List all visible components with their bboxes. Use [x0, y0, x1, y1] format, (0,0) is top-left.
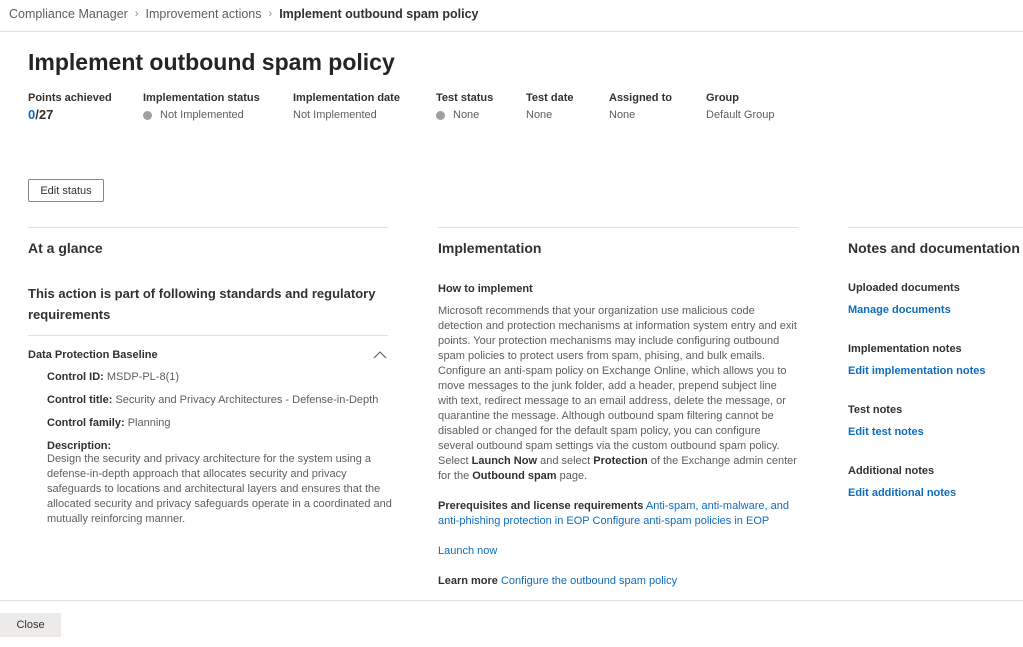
- points-label: Points achieved: [28, 92, 112, 104]
- notes-heading: Notes and documentation: [848, 240, 1020, 256]
- glance-divider: [28, 227, 388, 228]
- test-status-label: Test status: [436, 92, 494, 104]
- impl-status-value: Not Implemented: [160, 109, 244, 121]
- prereq-label: Prerequisites and license requirements: [438, 500, 644, 512]
- baseline-title: Data Protection Baseline: [28, 349, 158, 361]
- control-title: Control title: Security and Privacy Architectures - Defense-in-Depth: [47, 394, 379, 406]
- glance-heading: At a glance: [28, 240, 103, 256]
- status-dot-icon: [143, 111, 152, 120]
- impl-date-label: Implementation date: [293, 92, 400, 104]
- prereq-link-eop-protection[interactable]: Anti-spam, anti-malware, and anti-phishing protection in EOP: [438, 500, 789, 527]
- learn-more: [438, 575, 677, 587]
- prereq-link-anti-spam-policies[interactable]: Configure anti-spam policies in EOP: [592, 515, 770, 527]
- test-status-value: None: [453, 109, 480, 121]
- points-total-value: /27: [35, 107, 54, 122]
- points-achieved: [28, 92, 112, 122]
- points-achieved-value: 0: [28, 107, 36, 122]
- group-value: Default Group: [706, 109, 775, 121]
- chevron-right-icon: ›: [268, 8, 273, 20]
- test-date: [526, 92, 573, 121]
- standards-divider: [28, 335, 388, 336]
- test-date-label: Test date: [526, 92, 574, 104]
- chevron-up-icon[interactable]: [372, 349, 388, 361]
- test-date-value: None: [526, 109, 553, 121]
- additional-notes-label: Additional notes: [848, 465, 935, 477]
- close-button[interactable]: Close: [0, 613, 61, 637]
- implementation-divider: [438, 227, 798, 228]
- test-notes-label: Test notes: [848, 404, 903, 416]
- page-title: Implement outbound spam policy: [28, 49, 395, 75]
- notes-divider: [848, 227, 1023, 228]
- breadcrumb: [9, 6, 479, 22]
- assigned-label: Assigned to: [609, 92, 672, 104]
- assigned-to: [609, 92, 672, 121]
- learn-more-link[interactable]: Configure the outbound spam policy: [500, 575, 678, 587]
- status-summary: [0, 92, 1023, 126]
- edit-test-notes-link[interactable]: Edit test notes: [848, 426, 924, 438]
- manage-documents-link[interactable]: Manage documents: [848, 304, 951, 316]
- header-divider: [0, 31, 1023, 32]
- breadcrumb-compliance-manager[interactable]: Compliance Manager: [9, 7, 128, 21]
- control-details: [47, 370, 392, 527]
- description-text: Design the security and privacy architecture for the system using a defense-in-depth approach that allocates security and privacy safeguards to locations and architectural layers and ensures that the allocated security and privacy safeguards operate in a coordinated and mutually reinforcing manner.: [47, 453, 392, 525]
- how-to-implement-label: How to implement: [438, 283, 533, 295]
- launch-now-link[interactable]: Launch now: [438, 545, 498, 557]
- implementation-text: Microsoft recommends that your organization use malicious code detection and protection mechanisms at information system entry and exit points. Your protection mechanisms may include configuring outbound spam policies to protect users from spam, phising, and bulk emails. Configure an anti-spam policy on Exchange Online, which allows you to move messages to the junk folder, add a header, prepend subject line with text, redirect message to an email address, delete the message, or quarantine the message. Although outbound spam filtering cannot be disabled or changed for the default spam policy, you can configure several outbound spam settings via the custom outbound spam policy. Select Launch Now and select Protection of the Exchange admin center for the Outbound spam page.: [438, 305, 797, 482]
- edit-status-button[interactable]: Edit status: [28, 179, 104, 202]
- breadcrumb-improvement-actions[interactable]: Improvement actions: [145, 7, 262, 21]
- baseline-header[interactable]: [28, 349, 388, 361]
- edit-additional-notes-link[interactable]: Edit additional notes: [848, 487, 957, 499]
- description-label: Description:: [47, 440, 112, 452]
- group-label: Group: [706, 92, 739, 104]
- assigned-value: None: [609, 109, 636, 121]
- edit-implementation-notes-link[interactable]: Edit implementation notes: [848, 365, 986, 377]
- chevron-right-icon: ›: [134, 8, 139, 20]
- group: [706, 92, 774, 121]
- impl-date-value: Not Implemented: [293, 109, 377, 121]
- test-status: [436, 92, 493, 121]
- control-id: Control ID: MSDP-PL-8(1): [47, 371, 180, 383]
- learn-more-label: Learn more: [438, 575, 498, 587]
- implementation-status: [143, 92, 260, 121]
- standards-subheading: This action is part of following standards and regulatory requirements: [28, 286, 376, 322]
- footer-divider: [0, 600, 1023, 601]
- uploaded-documents-label: Uploaded documents: [848, 282, 960, 294]
- control-family: Control family: Planning: [47, 417, 171, 429]
- implementation-heading: Implementation: [438, 240, 542, 256]
- status-dot-icon: [436, 111, 445, 120]
- notes-panel: [848, 282, 1023, 526]
- points-value: [28, 107, 112, 122]
- prerequisites: [438, 499, 798, 529]
- impl-status-label: Implementation status: [143, 92, 260, 104]
- implementation-date: [293, 92, 400, 121]
- implementation-notes-label: Implementation notes: [848, 343, 962, 355]
- breadcrumb-current: Implement outbound spam policy: [279, 7, 479, 21]
